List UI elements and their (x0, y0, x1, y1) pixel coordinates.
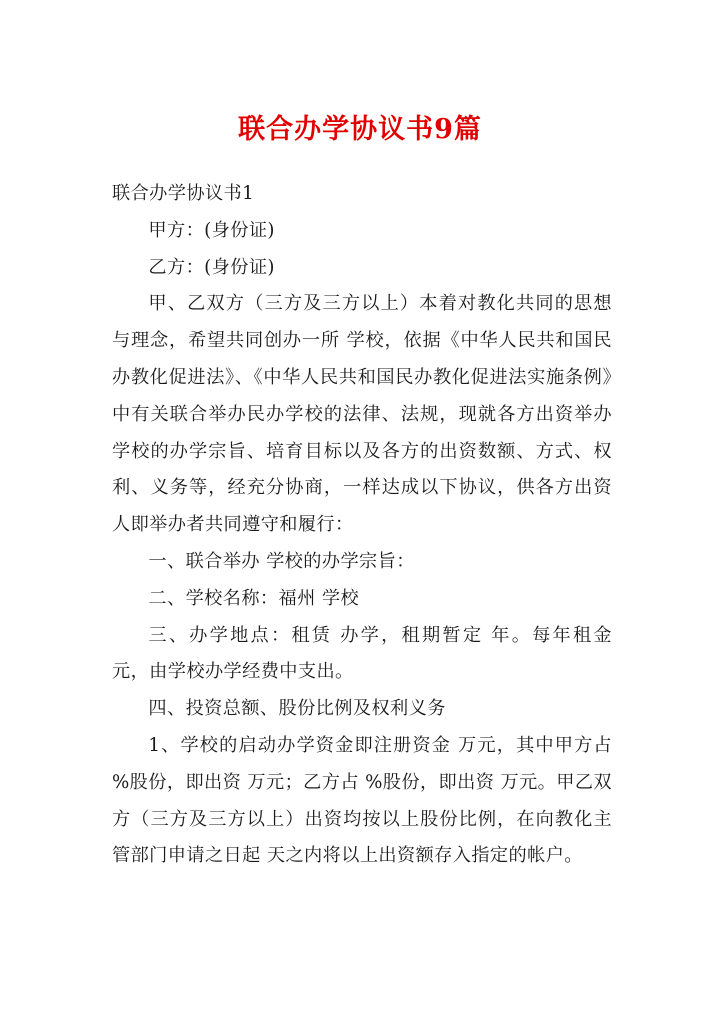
clause-investment-detail: 1、学校的启动办学资金即注册资金 万元，其中甲方占 %股份，即出资 万元；乙方占 %股份，即出资 万元。甲乙双方（三方及三方以上）出资均按以上股份比例，在向教化主管部门申请之日起 天之内将以上出资额存入指定的帐户。 (112, 734, 613, 867)
clause-investment-heading: 四、投资总额、股份比例及权利义务 (148, 698, 446, 720)
document-title: 联合办学协议书9篇 (238, 114, 482, 145)
party-b-line: 乙方：(身份证) (148, 256, 275, 278)
clause-location: 三、办学地点：租赁 办学，租期暂定 年。每年租金 元，由学校办学经费中支出。 (112, 624, 612, 683)
section-heading: 联合办学协议书1 (112, 183, 255, 204)
document-body (112, 176, 612, 875)
party-a-line: 甲方：(身份证) (148, 219, 275, 241)
clause-purpose: 一、联合举办 学校的办学宗旨： (148, 550, 415, 572)
clause-school-name: 二、学校名称：福州 学校 (148, 587, 360, 609)
preamble-paragraph: 甲、乙双方（三方及三方以上）本着对教化共同的思想与理念，希望共同创办一所 学校，依据《中华人民共和国民办教化促进法》、《中华人民共和国民办教化促进法实施条例》中有关联合举办民办学校的法律、法规，现就各方出资举办 学校的办学宗旨、培育目标以及各方的出资数额、方式、权利、义务等，经充分协商，一样达成以下协议，供各方出资人即举办者共同遵守和履行： (112, 293, 612, 536)
